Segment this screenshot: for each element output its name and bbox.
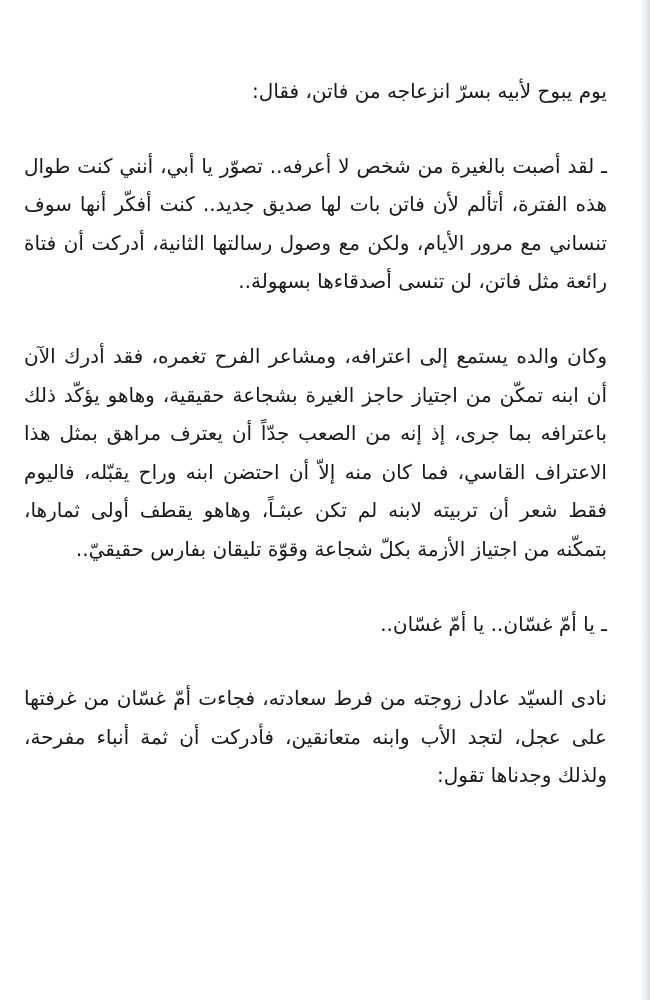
page-edge-shadow [640,0,650,1000]
paragraph-confession: ـ لقد أصبت بالغيرة من شخص لا أعرفه.. تصوّر يا أبي، أنني كنت طوال هذه الفترة، أتألم لأن فاتن بات لها صديق جديد.. كنت أفكّر أنها سوف تنساني مع مرور الأيام، ولكن مع وصول رسالتها الثانية، أدركت أن فتاة رائعة مثل فاتن، لن تنسى أصدقاءها بسهولة.. [24,153,607,294]
paragraph-mother: نادى السيّد عادل زوجته من فرط سعادته، فجاءت أمّ غسّان من غرفتها على عجل، لتجد الأب وابنه متعانقين، فأدركت أن ثمة أنباء مفرحة، ولذلك وجدناها تقول: [24,686,607,788]
page-text [24,72,607,795]
paragraph-intro: يوم يبوح لأبيه بسرّ انزعاجه من فاتن، فقال: [252,79,607,103]
paragraph-call: ـ يا أمّ غسّان.. يا أمّ غسّان.. [380,611,607,636]
paragraph-father-reaction: وكان والده يستمع إلى اعترافه، ومشاعر الفرح تغمره، فقد أدرك الآن أن ابنه تمكّن من اجتياز حاجز الغيرة بشجاعة حقيقية، وهاهو يؤكّد ذلك باعترافه بما جرى، إذ إنه من الصعب جدّاً أن يعترف مراهق بمثل هذا الاعتراف القاسي، فما كان منه إلاّ أن احتضن ابنه وراح يقبّله، فاليوم فقط شعر أن تربيته لابنه لم تكن عبثـاً، وهاهو يقطف أولى ثمارها، بتمكّنه من اجتياز الأزمة بكلّ شجاعة وقوّة تليقان بفارس حقيقيّ.. [24,343,607,561]
